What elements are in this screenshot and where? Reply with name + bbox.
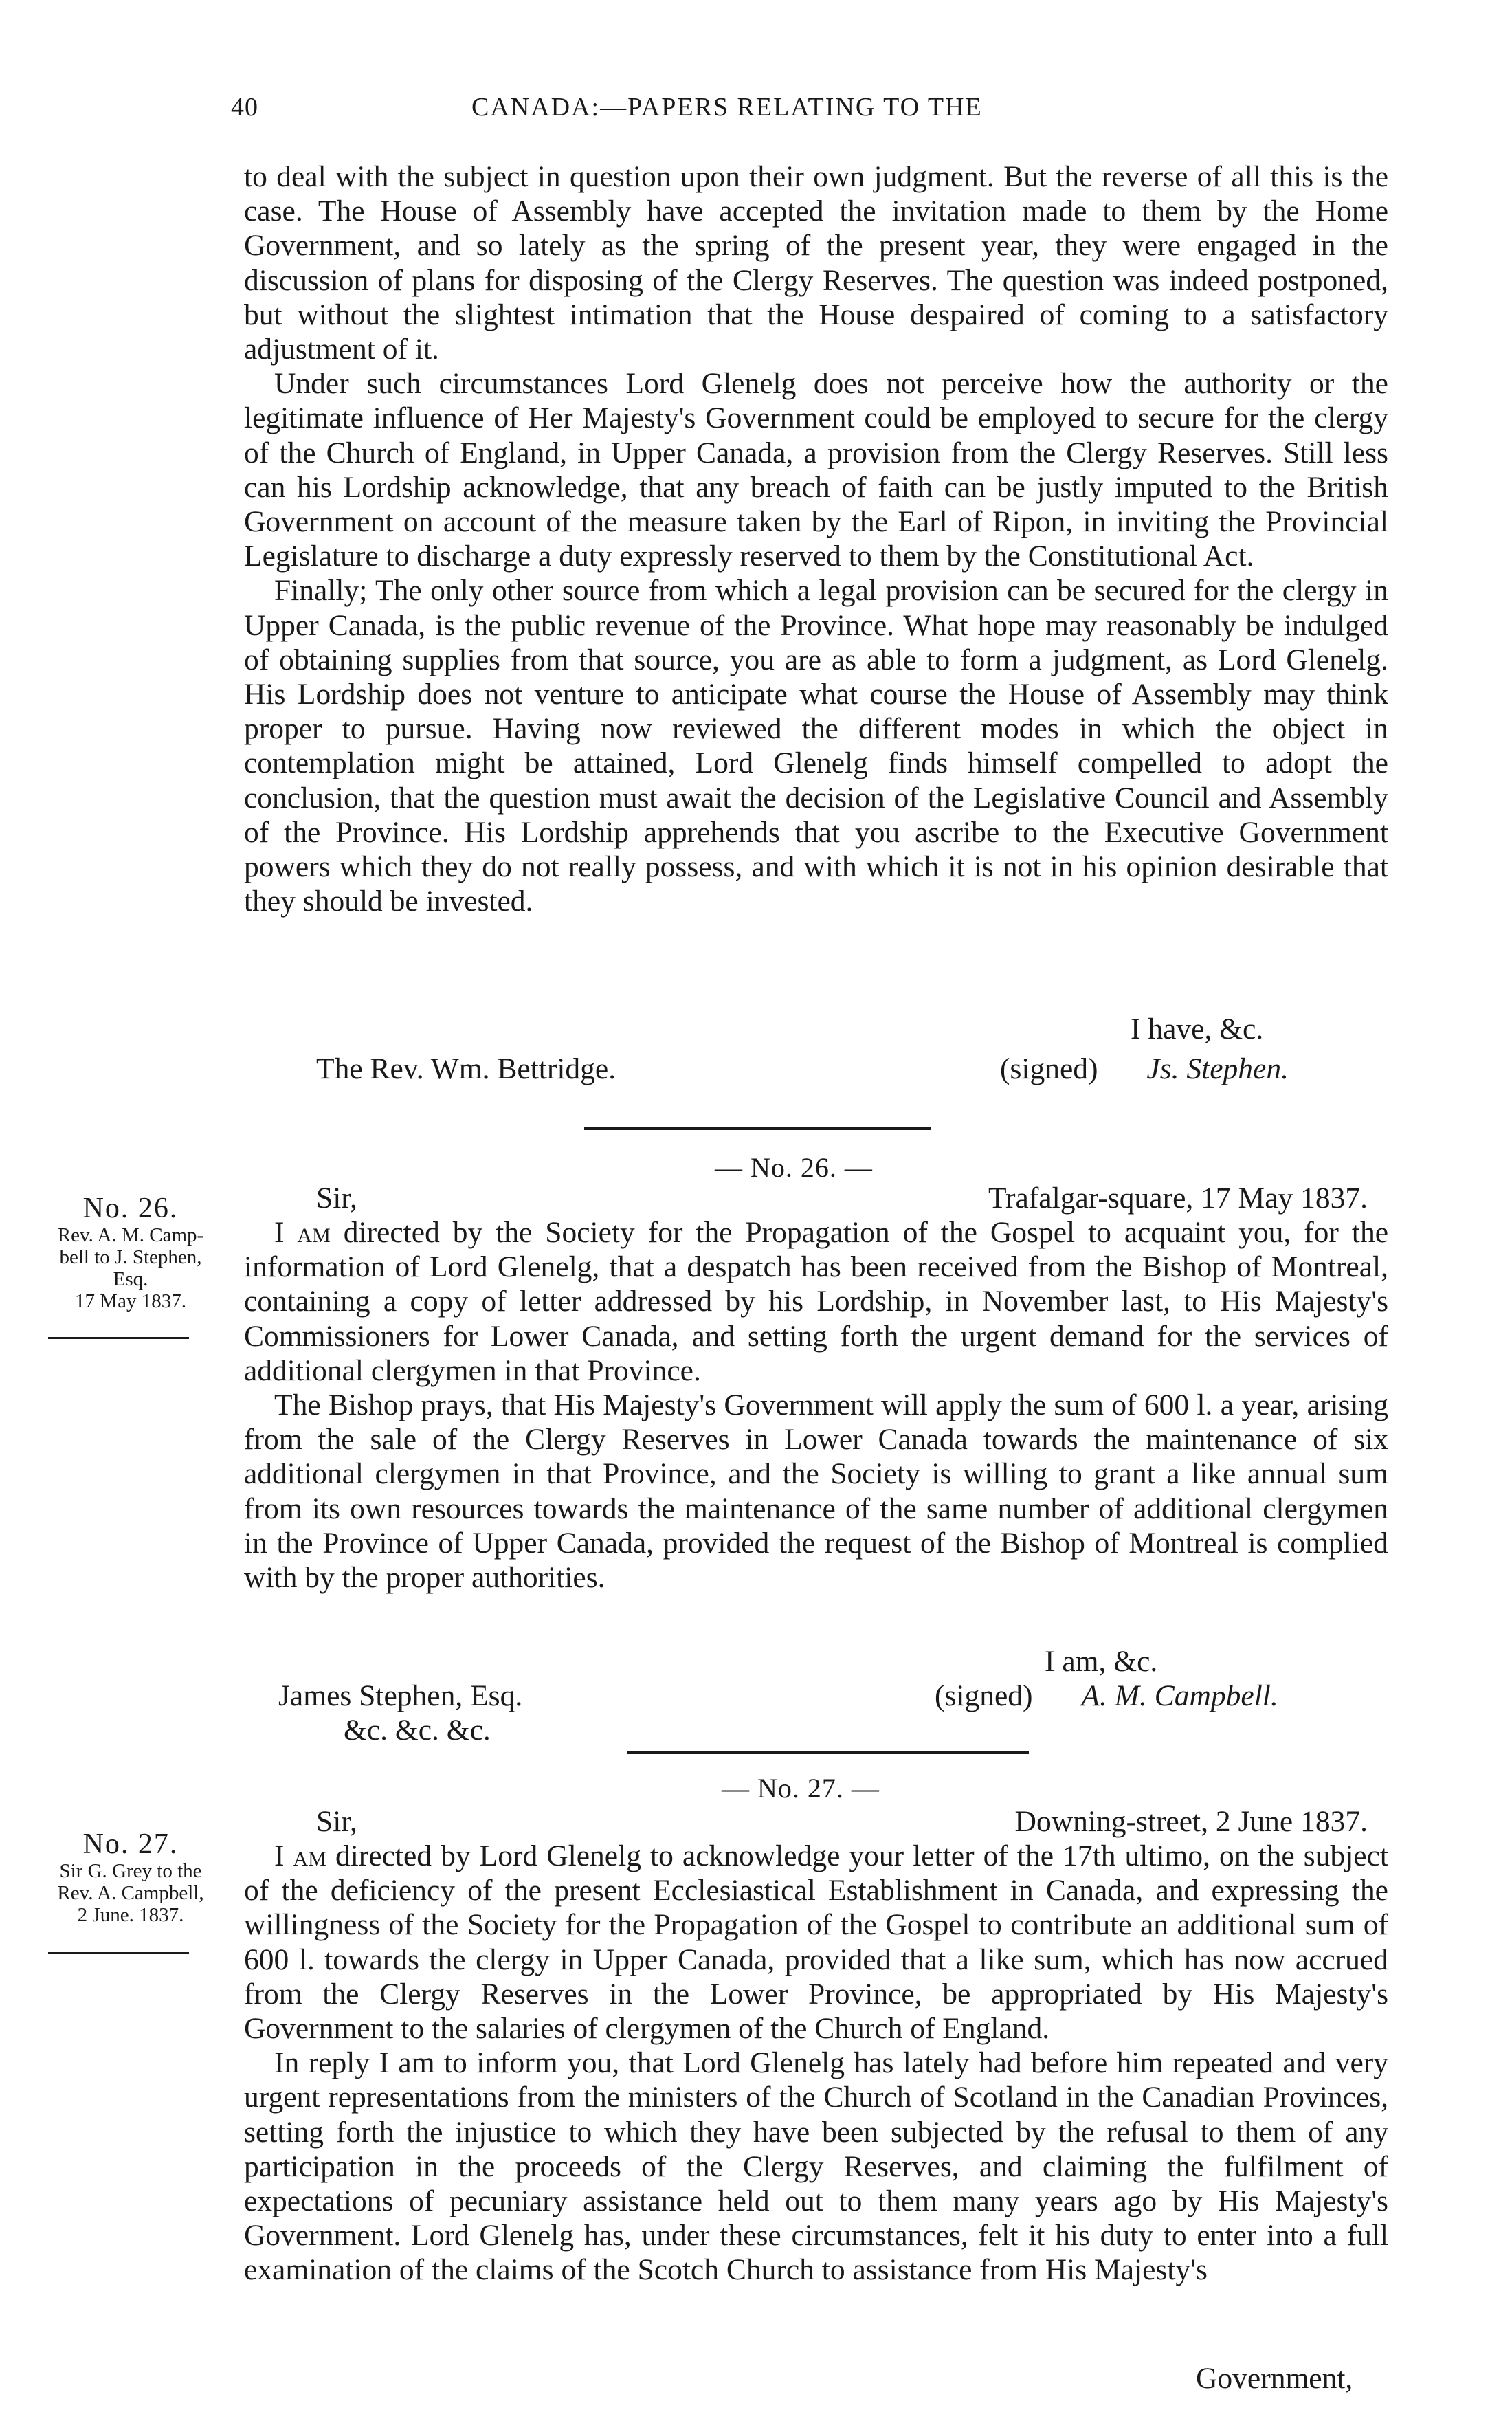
margin-note-number: No. 27. — [82, 1828, 179, 1860]
margin-note-line: 2 June. 1837. — [77, 1904, 184, 1926]
paragraph: Finally; The only other source from which a legal provision can be secured for the clergy in Upper Canada, is the public revenue of the Province. What hope may reasonably be indulged of obtaining supplies from that source, you are as able to form a judgment, as Lord Glenelg. His Lordship does not venture to anticipate what course the House of Assembly may think proper to pursue. Having now reviewed the different modes in which the object in contemplation might be attained, Lord Glenelg finds himself compelled to adopt the conclusion, that the question must await the decision of the Legislative Council and Assembly of the Province. His Lordship apprehends that you ascribe to the Executive Government powers which they do not really possess, and with which it is not in his opinion desirable that they should be invested. — [244, 574, 1388, 918]
margin-rule — [48, 1952, 189, 1954]
paragraph: Under such circumstances Lord Glenelg does not perceive how the authority or the legitimate influence of Her Majesty's Government could be employed to secure for the clergy of the Church of England, in Upper Canada, a provision from the Clergy Reserves. Still less can his Lordship acknowledge, that any breach of faith can be justly imputed to the British Government on account of the measure taken by the Earl of Ripon, in inviting the Provincial Legislature to discharge a duty expressly reserved to them by the Constitutional Act. — [244, 367, 1388, 573]
letter-27-body — [244, 1839, 1388, 2288]
paragraph: The Bishop prays, that His Majesty's Government will apply the sum of 600 l. a year, arising from the sale of the Clergy Reserves in Lower Canada towards the maintenance of six additional clergymen in that Province, and the Society is willing to grant a like annual sum from its own resources towards the maintenance of the same number of additional clergymen in the Province of Upper Canada, provided the request of the Bishop of Montreal is complied with by the proper authorities. — [244, 1388, 1388, 1595]
margin-note-line: Sir G. Grey to the — [59, 1860, 202, 1882]
margin-note-line: 17 May 1837. — [75, 1290, 186, 1312]
signatory: Js. Stephen. — [1146, 1052, 1289, 1085]
running-title: CANADA:—PAPERS RELATING TO THE — [471, 93, 983, 122]
section-rule — [627, 1751, 1029, 1754]
margin-note — [21, 1193, 241, 1312]
opening-words: I am — [274, 1216, 331, 1249]
section-rule — [584, 1127, 931, 1130]
salutation: Sir, — [316, 1182, 357, 1215]
closing-formula: I am, &c. — [1045, 1645, 1158, 1678]
margin-note-number: No. 26. — [82, 1193, 179, 1224]
catchword: Government, — [1196, 2362, 1353, 2395]
opening-words: I am — [274, 1839, 326, 1872]
salutation: Sir, — [316, 1805, 357, 1838]
letter-26-body — [244, 1215, 1388, 1595]
continued-letter-body — [244, 159, 1388, 918]
margin-note — [21, 1828, 241, 1926]
margin-note-line: Rev. A. M. Camp- — [57, 1224, 204, 1246]
paragraph: In reply I am to inform you, that Lord Glenelg has lately had before him repeated and very urgent representations from the ministers of the Church of Scotland in the Canadian Provinces, setting forth the injustice to which they have been subjected by the refusal to them of any participation in the proceeds of the Clergy Reserves, and claiming the fulfilment of expectations of pecuniary assistance held out to them many years ago by His Majesty's Government. Lord Glenelg has, under these circumstances, felt it his duty to enter into a full examination of the claims of the Scotch Church to assistance from His Majesty's — [244, 2046, 1388, 2287]
signature-block — [935, 1679, 1278, 1713]
closing-formula: I have, &c. — [1131, 1013, 1264, 1045]
paragraph: to deal with the subject in question upon their own judgment. But the reverse of all this is the case. The House of Assembly have accepted the invitation made to them by the Home Government, and so lately as the spring of the present year, they were engaged in the discussion of plans for disposing of the Clergy Reserves. The question was indeed postponed, but without the slightest intimation that the House despaired of coming to a satisfactory adjustment of it. — [244, 160, 1388, 366]
margin-rule — [48, 1337, 189, 1339]
document-number: — No. 27. — — [722, 1773, 880, 1804]
margin-note-line: Rev. A. Campbell, — [57, 1882, 204, 1904]
document-number: — No. 26. — — [715, 1152, 873, 1183]
addressee-suffix: &c. &c. &c. — [344, 1714, 491, 1747]
paragraph — [244, 1215, 1388, 1388]
margin-note-line: Esq. — [113, 1268, 148, 1290]
place-date: Downing-street, 2 June 1837. — [1014, 1805, 1368, 1838]
paragraph — [244, 1839, 1388, 2046]
addressee: James Stephen, Esq. — [278, 1679, 523, 1712]
signed-label: (signed) — [935, 1679, 1033, 1712]
place-date: Trafalgar-square, 17 May 1837. — [988, 1182, 1368, 1215]
margin-note-line: bell to J. Stephen, — [59, 1246, 202, 1268]
signatory: A. M. Campbell. — [1081, 1679, 1278, 1712]
paragraph-text: directed by Lord Glenelg to acknowledge your letter of the 17th ultimo, on the subject of the deficiency of the present Ecclesiastical Establishment in Canada, and expressing the willingness of the Society for the Propagation of the Gospel to contribute an additional sum of 600 l. towards the clergy in Upper Canada, provided that a like sum, which has now accrued from the Clergy Reserves in the Lower Province, be appropriated by His Majesty's Government to the salaries of clergymen of the Church of England. — [244, 1839, 1389, 2046]
page-number: 40 — [231, 93, 258, 122]
addressee: The Rev. Wm. Bettridge. — [316, 1052, 616, 1085]
running-head — [231, 88, 1392, 129]
signature-block — [1000, 1052, 1289, 1086]
signed-label: (signed) — [1000, 1052, 1098, 1085]
paragraph-text: directed by the Society for the Propagation of the Gospel to acquaint you, for the information of Lord Glenelg, that a despatch has been received from the Bishop of Montreal, containing a copy of letter addressed by his Lordship, in November last, to His Majesty's Commissioners for Lower Canada, and setting forth the urgent demand for the services of additional clergymen in that Province. — [244, 1216, 1389, 1387]
